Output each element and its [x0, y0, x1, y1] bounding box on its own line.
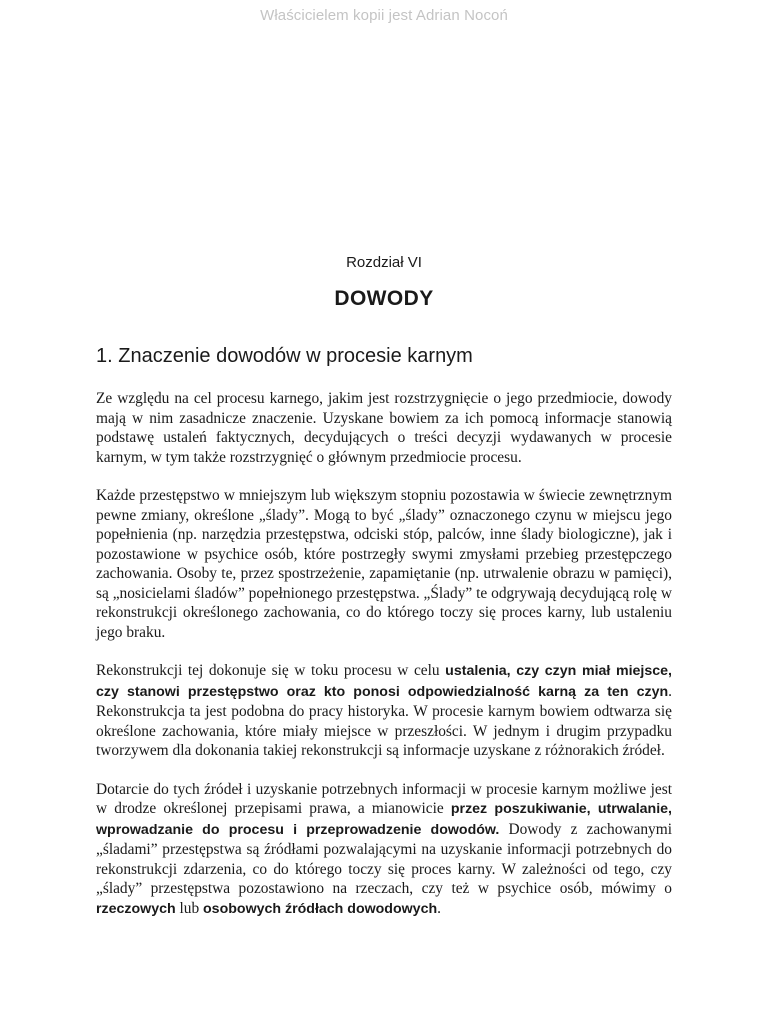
body-text: [96, 389, 672, 938]
section-heading: 1. Znaczenie dowodów w procesie karnym: [96, 345, 473, 367]
paragraph-sources-emphasis-procedure: przez poszukiwanie, utrwalanie, wprowadzanie do procesu i przeprowadzenie dowodów.: [96, 801, 672, 838]
paragraph-reconstruction-text-start: Rekonstrukcji tej dokonuje się w toku procesu w celu: [96, 662, 446, 679]
paragraph-sources-emphasis-material: rzeczowych: [96, 900, 176, 917]
paragraph-evidence-sources: [96, 780, 672, 920]
paragraph-reconstruction-text-end: . Rekonstrukcja ta jest podobna do pracy historyka. W procesie karnym bowiem odtwarza się określone zachowania, które miały miejsce w przeszłości. W jednym i drugim przypadku tworzywem dla dokonania takiej rekonstrukcji są informacje uzyskane z różnorakich źródeł.: [96, 682, 672, 759]
paragraph-reconstruction-emphasis: ustalenia, czy czyn miał miejsce, czy stanowi przestępstwo oraz kto ponosi odpowiedzialność karną za ten czyn: [96, 663, 672, 700]
paragraph-sources-text-end: .: [437, 899, 441, 917]
copy-owner-watermark: Właścicielem kopii jest Adrian Nocoń: [260, 7, 508, 24]
paragraph-sources-connector: lub: [175, 899, 204, 917]
paragraph-reconstruction: [96, 661, 672, 761]
paragraph-sources-text-middle: Dowody z zachowanymi „śladami” przestępstwa są źródłami pozwalającymi na uzyskanie informacji potrzebnych do rekonstrukcji zdarzenia, co do którego toczy się proces karny. W zależności od tego, czy „ślady” przestępstwa pozostawiono na rzeczach, czy też w psychice osób, mówimy o: [96, 820, 672, 897]
paragraph-sources-text-start: Dotarcie do tych źródeł i uzyskanie potrzebnych informacji w procesie karnym możliwe jest w drodze określonej przepisami prawa, a mianowicie: [96, 780, 672, 817]
chapter-label: Rozdział VI: [346, 254, 422, 271]
paragraph-crime-traces: Każde przestępstwo w mniejszym lub większym stopniu pozostawia w świecie zewnętrznym pewne zmiany, określone „ślady”. Mogą to być „ślady” oznaczonego czynu w miejscu jego popełnienia (np. narzędzia przestępstwa, odciski stóp, palców, inne ślady biologiczne), jak i pozostawione w psychice osób, które postrzegły swymi zmysłami przebieg przestępczego zachowania. Osoby te, przez spostrzeżenie, zapamiętanie (np. utrwalenie obrazu w pamięci), są „nosicielami śladów” popełnionego przestępstwa. „Ślady” te odgrywają decydującą rolę w rekonstrukcji określonego zachowania, co do którego toczy się proces karny, lub ustaleniu jego braku.: [96, 487, 672, 641]
paragraph-purpose-of-evidence: Ze względu na cel procesu karnego, jakim jest rozstrzygnięcie o jego przedmiocie, dowody mają w nim zasadnicze znaczenie. Uzyskane bowiem za ich pomocą informacje stanowią podstawę ustaleń faktycznych, decydujących o treści decyzji wydawanych w procesie karnym, w tym także rozstrzygnięć o głównym przedmiocie procesu.: [96, 390, 672, 466]
paragraph-sources-emphasis-personal: osobowych źródłach dowodowych: [203, 900, 438, 917]
chapter-title: DOWODY: [334, 287, 434, 310]
